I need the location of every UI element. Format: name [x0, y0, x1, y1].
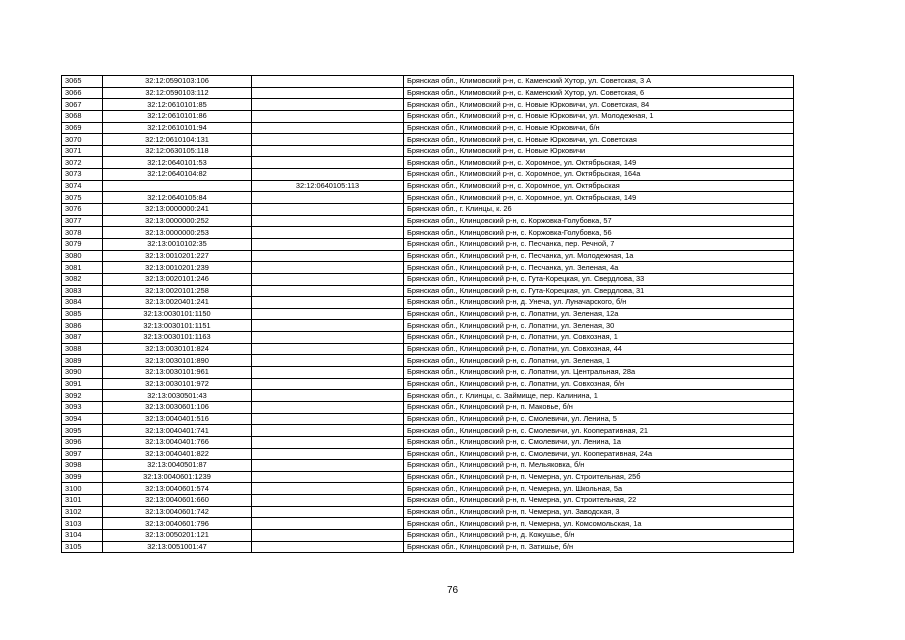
table-row: [62, 180, 794, 192]
address-cell: Брянская обл., Клинцовский р-н, п. Чемерна, ул. Строительная, 25б: [404, 471, 794, 483]
row-number-cell: 3105: [62, 541, 103, 553]
address-cell: Брянская обл., Клинцовский р-н, с. Лопатни, ул. Совхозная, 44: [404, 343, 794, 355]
table-row: [62, 227, 794, 239]
table-row: [62, 87, 794, 99]
table-row: [62, 343, 794, 355]
row-number-cell: 3080: [62, 250, 103, 262]
cadastral-number-cell: 32:13:0020101:246: [103, 273, 252, 285]
cadastral-number-alt-cell: [252, 250, 404, 262]
address-cell: Брянская обл., Клинцовский р-н, с. Песчанка, ул. Зеленая, 4а: [404, 262, 794, 274]
address-cell: Брянская обл., Климовский р-н, с. Новые Юрковичи, ул. Советская, 84: [404, 99, 794, 111]
cadastral-number-cell: 32:12:0610104:131: [103, 134, 252, 146]
table-row: [62, 99, 794, 111]
cadastral-number-alt-cell: [252, 169, 404, 181]
table-row: [62, 483, 794, 495]
row-number-cell: 3100: [62, 483, 103, 495]
address-cell: Брянская обл., Клинцовский р-н, п. Мельяковка, б/н: [404, 460, 794, 472]
cadastral-number-alt-cell: [252, 87, 404, 99]
address-cell: Брянская обл., г. Клинцы, к. 26: [404, 204, 794, 216]
row-number-cell: 3071: [62, 145, 103, 157]
address-cell: Брянская обл., Климовский р-н, с. Хоромное, ул. Октябрьская, 149: [404, 157, 794, 169]
address-cell: Брянская обл., Клинцовский р-н, с. Лопатни, ул. Зеленая, 12а: [404, 308, 794, 320]
cadastral-number-cell: 32:13:0020401:241: [103, 297, 252, 309]
address-cell: Брянская обл., Клинцовский р-н, с. Лопатни, ул. Совхозная, б/н: [404, 378, 794, 390]
cadastral-number-alt-cell: [252, 262, 404, 274]
address-cell: Брянская обл., Клинцовский р-н, с. Песчанка, пер. Речной, 7: [404, 238, 794, 250]
cadastral-number-alt-cell: [252, 157, 404, 169]
row-number-cell: 3069: [62, 122, 103, 134]
address-cell: Брянская обл., Климовский р-н, с. Новые Юрковичи, ул. Молодежная, 1: [404, 110, 794, 122]
table-row: [62, 436, 794, 448]
cadastral-number-alt-cell: [252, 390, 404, 402]
cadastral-number-cell: 32:12:0630105:118: [103, 145, 252, 157]
table-row: [62, 355, 794, 367]
address-cell: Брянская обл., Клинцовский р-н, с. Гута-Корецкая, ул. Свердлова, 31: [404, 285, 794, 297]
address-cell: Брянская обл., Клинцовский р-н, п. Затишье, б/н: [404, 541, 794, 553]
table-row: [62, 76, 794, 88]
table-row: [62, 378, 794, 390]
cadastral-number-alt-cell: [252, 436, 404, 448]
cadastral-number-cell: 32:12:0610101:94: [103, 122, 252, 134]
cadastral-number-alt-cell: [252, 320, 404, 332]
table-row: [62, 204, 794, 216]
cadastral-number-cell: [103, 180, 252, 192]
row-number-cell: 3094: [62, 413, 103, 425]
address-cell: Брянская обл., Клинцовский р-н, с. Лопатни, ул. Зеленая, 30: [404, 320, 794, 332]
cadastral-number-alt-cell: [252, 204, 404, 216]
row-number-cell: 3101: [62, 495, 103, 507]
address-cell: Брянская обл., Климовский р-н, с. Хоромное, ул. Октябрьская, 149: [404, 192, 794, 204]
table-row: [62, 157, 794, 169]
cadastral-number-alt-cell: [252, 355, 404, 367]
table-row: [62, 273, 794, 285]
cadastral-number-cell: 32:13:0010102:35: [103, 238, 252, 250]
address-cell: Брянская обл., Клинцовский р-н, п. Чемерна, ул. Строительная, 22: [404, 495, 794, 507]
table-row: [62, 471, 794, 483]
row-number-cell: 3077: [62, 215, 103, 227]
row-number-cell: 3072: [62, 157, 103, 169]
cadastral-number-cell: 32:12:0590103:106: [103, 76, 252, 88]
cadastral-number-cell: 32:13:0000000:241: [103, 204, 252, 216]
cadastral-number-alt-cell: [252, 308, 404, 320]
row-number-cell: 3081: [62, 262, 103, 274]
address-cell: Брянская обл., Клинцовский р-н, п. Маковье, б/н: [404, 401, 794, 413]
table-row: [62, 262, 794, 274]
table-row: [62, 192, 794, 204]
cadastral-number-alt-cell: [252, 99, 404, 111]
table-row: [62, 320, 794, 332]
table-row: [62, 110, 794, 122]
table-row: [62, 367, 794, 379]
row-number-cell: 3092: [62, 390, 103, 402]
address-cell: Брянская обл., Клинцовский р-н, п. Чемерна, ул. Школьная, 5а: [404, 483, 794, 495]
cadastral-number-cell: 32:13:0040501:87: [103, 460, 252, 472]
table-row: [62, 448, 794, 460]
row-number-cell: 3082: [62, 273, 103, 285]
cadastral-number-alt-cell: [252, 285, 404, 297]
cadastral-number-cell: 32:13:0020101:258: [103, 285, 252, 297]
cadastral-number-alt-cell: [252, 518, 404, 530]
row-number-cell: 3104: [62, 529, 103, 541]
table-row: [62, 332, 794, 344]
row-number-cell: 3088: [62, 343, 103, 355]
cadastral-number-alt-cell: [252, 273, 404, 285]
cadastral-number-cell: 32:13:0050201:121: [103, 529, 252, 541]
address-cell: Брянская обл., Климовский р-н, с. Новые Юрковичи, ул. Советская: [404, 134, 794, 146]
address-cell: Брянская обл., Клинцовский р-н, п. Чемерна, ул. Заводская, 3: [404, 506, 794, 518]
table-row: [62, 518, 794, 530]
cadastral-number-alt-cell: [252, 332, 404, 344]
address-cell: Брянская обл., Климовский р-н, с. Хоромное, ул. Октябрьская: [404, 180, 794, 192]
row-number-cell: 3067: [62, 99, 103, 111]
cadastral-number-alt-cell: [252, 215, 404, 227]
cadastral-number-cell: 32:13:0000000:252: [103, 215, 252, 227]
cadastral-number-alt-cell: [252, 471, 404, 483]
row-number-cell: 3090: [62, 367, 103, 379]
cadastral-number-cell: 32:13:0051001:47: [103, 541, 252, 553]
address-cell: Брянская обл., Клинцовский р-н, с. Лопатни, ул. Центральная, 28а: [404, 367, 794, 379]
cadastral-number-alt-cell: [252, 343, 404, 355]
table-row: [62, 495, 794, 507]
cadastral-number-alt-cell: [252, 297, 404, 309]
cadastral-number-alt-cell: [252, 541, 404, 553]
address-cell: Брянская обл., Климовский р-н, с. Новые Юрковичи, б/н: [404, 122, 794, 134]
cadastral-number-cell: 32:13:0040401:766: [103, 436, 252, 448]
cadastral-number-cell: 32:12:0640101:53: [103, 157, 252, 169]
cadastral-number-cell: 32:13:0040401:822: [103, 448, 252, 460]
table-row: [62, 145, 794, 157]
table-row: [62, 425, 794, 437]
table-row: [62, 250, 794, 262]
row-number-cell: 3091: [62, 378, 103, 390]
cadastral-number-alt-cell: [252, 401, 404, 413]
address-cell: Брянская обл., Клинцовский р-н, с. Смолевичи, ул. Кооперативная, 24а: [404, 448, 794, 460]
cadastral-number-alt-cell: [252, 238, 404, 250]
cadastral-number-cell: 32:13:0030101:1163: [103, 332, 252, 344]
cadastral-number-alt-cell: [252, 448, 404, 460]
cadastral-number-cell: 32:13:0030101:890: [103, 355, 252, 367]
cadastral-number-alt-cell: [252, 506, 404, 518]
cadastral-number-alt-cell: [252, 134, 404, 146]
address-cell: Брянская обл., Клинцовский р-н, с. Коржовка-Голубовка, 56: [404, 227, 794, 239]
row-number-cell: 3065: [62, 76, 103, 88]
cadastral-number-cell: 32:12:0640105:84: [103, 192, 252, 204]
row-number-cell: 3073: [62, 169, 103, 181]
row-number-cell: 3068: [62, 110, 103, 122]
address-cell: Брянская обл., Клинцовский р-н, с. Коржовка-Голубовка, 57: [404, 215, 794, 227]
cadastral-number-cell: 32:13:0010201:227: [103, 250, 252, 262]
table-row: [62, 460, 794, 472]
row-number-cell: 3093: [62, 401, 103, 413]
row-number-cell: 3089: [62, 355, 103, 367]
cadastral-number-alt-cell: [252, 378, 404, 390]
row-number-cell: 3097: [62, 448, 103, 460]
table-row: [62, 215, 794, 227]
table-row: [62, 169, 794, 181]
row-number-cell: 3096: [62, 436, 103, 448]
address-cell: Брянская обл., Клинцовский р-н, с. Смолевичи, ул. Кооперативная, 21: [404, 425, 794, 437]
row-number-cell: 3066: [62, 87, 103, 99]
row-number-cell: 3079: [62, 238, 103, 250]
address-cell: Брянская обл., Клинцовский р-н, с. Гута-Корецкая, ул. Свердлова, 33: [404, 273, 794, 285]
cadastral-number-cell: 32:12:0640104:82: [103, 169, 252, 181]
row-number-cell: 3103: [62, 518, 103, 530]
address-cell: Брянская обл., Клинцовский р-н, с. Лопатни, ул. Зеленая, 1: [404, 355, 794, 367]
row-number-cell: 3102: [62, 506, 103, 518]
table-row: [62, 297, 794, 309]
table-row: [62, 529, 794, 541]
table-row: [62, 134, 794, 146]
cadastral-number-cell: 32:12:0610101:86: [103, 110, 252, 122]
cadastral-number-cell: 32:13:0030601:106: [103, 401, 252, 413]
cadastral-number-cell: 32:13:0040601:796: [103, 518, 252, 530]
registry-table-body: [62, 76, 794, 553]
cadastral-number-cell: 32:13:0040601:660: [103, 495, 252, 507]
cadastral-number-alt-cell: [252, 425, 404, 437]
table-row: [62, 238, 794, 250]
cadastral-number-alt-cell: [252, 110, 404, 122]
address-cell: Брянская обл., Климовский р-н, с. Хоромное, ул. Октябрьская, 164а: [404, 169, 794, 181]
cadastral-number-cell: 32:12:0610101:85: [103, 99, 252, 111]
cadastral-number-alt-cell: [252, 145, 404, 157]
table-row: [62, 122, 794, 134]
row-number-cell: 3074: [62, 180, 103, 192]
row-number-cell: 3084: [62, 297, 103, 309]
row-number-cell: 3070: [62, 134, 103, 146]
cadastral-number-cell: 32:13:0040401:516: [103, 413, 252, 425]
cadastral-number-cell: 32:13:0040601:574: [103, 483, 252, 495]
address-cell: Брянская обл., Клинцовский р-н, с. Смолевичи, ул. Ленина, 5: [404, 413, 794, 425]
cadastral-number-cell: 32:12:0590103:112: [103, 87, 252, 99]
cadastral-number-cell: 32:13:0040601:1239: [103, 471, 252, 483]
cadastral-number-alt-cell: [252, 227, 404, 239]
row-number-cell: 3086: [62, 320, 103, 332]
address-cell: Брянская обл., Клинцовский р-н, с. Песчанка, ул. Молодежная, 1а: [404, 250, 794, 262]
cadastral-number-cell: 32:13:0030101:961: [103, 367, 252, 379]
address-cell: Брянская обл., Клинцовский р-н, д. Кожушье, б/н: [404, 529, 794, 541]
cadastral-number-alt-cell: [252, 413, 404, 425]
row-number-cell: 3075: [62, 192, 103, 204]
address-cell: Брянская обл., Клинцовский р-н, п. Чемерна, ул. Комсомольская, 1а: [404, 518, 794, 530]
cadastral-number-alt-cell: [252, 529, 404, 541]
cadastral-number-alt-cell: [252, 192, 404, 204]
cadastral-number-alt-cell: [252, 483, 404, 495]
table-row: [62, 506, 794, 518]
address-cell: Брянская обл., Клинцовский р-н, с. Лопатни, ул. Совхозная, 1: [404, 332, 794, 344]
table-row: [62, 401, 794, 413]
cadastral-number-alt-cell: [252, 495, 404, 507]
address-cell: Брянская обл., г. Клинцы, с. Займище, пер. Калинина, 1: [404, 390, 794, 402]
table-row: [62, 285, 794, 297]
address-cell: Брянская обл., Климовский р-н, с. Каменский Хутор, ул. Советская, 6: [404, 87, 794, 99]
cadastral-number-cell: 32:13:0040401:741: [103, 425, 252, 437]
address-cell: Брянская обл., Клинцовский р-н, д. Унеча, ул. Луначарского, б/н: [404, 297, 794, 309]
row-number-cell: 3087: [62, 332, 103, 344]
table-row: [62, 541, 794, 553]
cadastral-number-cell: 32:13:0030501:43: [103, 390, 252, 402]
cadastral-number-cell: 32:13:0000000:253: [103, 227, 252, 239]
row-number-cell: 3099: [62, 471, 103, 483]
page-number: 76: [446, 585, 459, 596]
address-cell: Брянская обл., Климовский р-н, с. Новые Юрковичи: [404, 145, 794, 157]
cadastral-number-cell: 32:13:0030101:972: [103, 378, 252, 390]
table-row: [62, 390, 794, 402]
row-number-cell: 3085: [62, 308, 103, 320]
row-number-cell: 3098: [62, 460, 103, 472]
address-cell: Брянская обл., Климовский р-н, с. Каменский Хутор, ул. Советская, 3 А: [404, 76, 794, 88]
cadastral-number-alt-cell: [252, 122, 404, 134]
cadastral-number-cell: 32:13:0040601:742: [103, 506, 252, 518]
cadastral-number-alt-cell: 32:12:0640105:113: [252, 180, 404, 192]
registry-table: [61, 75, 794, 553]
table-row: [62, 308, 794, 320]
table-row: [62, 413, 794, 425]
cadastral-number-alt-cell: [252, 460, 404, 472]
row-number-cell: 3078: [62, 227, 103, 239]
cadastral-number-cell: 32:13:0010201:239: [103, 262, 252, 274]
cadastral-number-alt-cell: [252, 367, 404, 379]
cadastral-number-cell: 32:13:0030101:1150: [103, 308, 252, 320]
cadastral-number-cell: 32:13:0030101:824: [103, 343, 252, 355]
row-number-cell: 3083: [62, 285, 103, 297]
address-cell: Брянская обл., Клинцовский р-н, с. Смолевичи, ул. Ленина, 1а: [404, 436, 794, 448]
row-number-cell: 3095: [62, 425, 103, 437]
cadastral-number-alt-cell: [252, 76, 404, 88]
row-number-cell: 3076: [62, 204, 103, 216]
cadastral-number-cell: 32:13:0030101:1151: [103, 320, 252, 332]
